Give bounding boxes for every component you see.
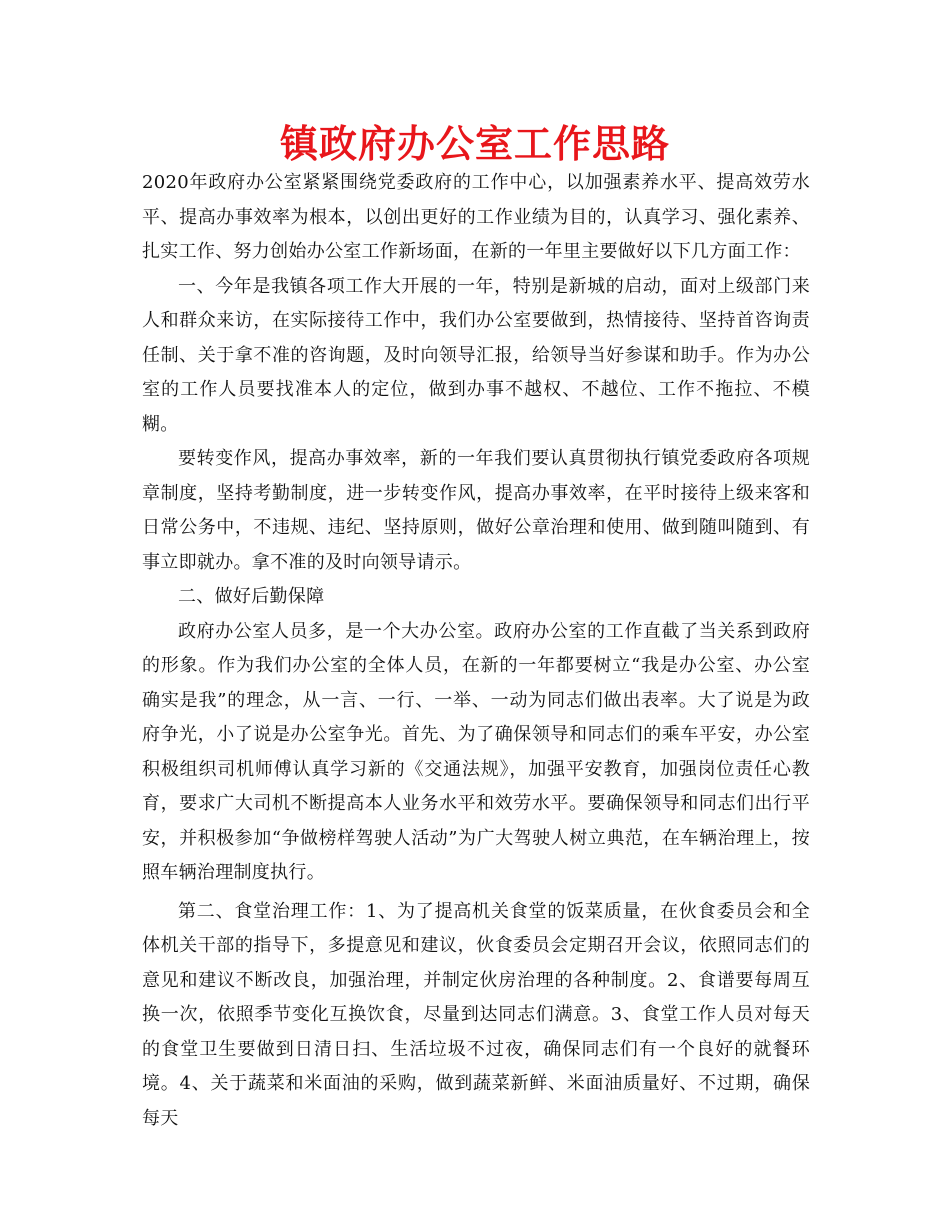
document-body (142, 166, 810, 1136)
section-heading-logistics: 二、做好后勤保障 (178, 586, 325, 607)
paragraph-intro: 2020年政府办公室紧紧围绕党委政府的工作中心，以加强素养水平、提高效劳水平、提高办事效率为根本，以创出更好的工作业绩为目的，认真学习、强化素养、扎实工作、努力创始办公室工作新场面，在新的一年里主要做好以下几方面工作： (142, 172, 810, 262)
paragraph-vehicle-management: 政府办公室人员多，是一个大办公室。政府办公室的工作直截了当关系到政府的形象。作为我们办公室的全体人员，在新的一年都要树立“我是办公室、办公室确实是我”的理念，从一言、一行、一举、一动为同志们做出表率。大了说是为政府争光，小了说是办公室争光。首先、为了确保领导和同志们的乘车平安，办公室积极组织司机师傅认真学习新的《交通法规》，加强平安教育，加强岗位责任心教育，要求广大司机不断提高本人业务水平和效劳水平。要确保领导和同志们出行平安，并积极参加“争做榜样驾驶人活动”为广大驾驶人树立典范，在车辆治理上，按照车辆治理制度执行。 (142, 620, 810, 883)
paragraph-reception: 一、今年是我镇各项工作大开展的一年，特别是新城的启动，面对上级部门来人和群众来访，在实际接待工作中，我们办公室要做到，热情接待、坚持首咨询责任制、关于拿不准的咨询题，及时向领导汇报，给领导当好参谋和助手。作为办公室的工作人员要找准本人的定位，做到办事不越权、不越位、工作不拖拉、不模糊。 (142, 275, 810, 435)
paragraph-canteen-management: 第二、食堂治理工作：1、为了提高机关食堂的饭菜质量，在伙食委员会和全体机关干部的指导下，多提意见和建议，伙食委员会定期召开会议，依照同志们的意见和建议不断改良，加强治理，并制定伙房治理的各种制度。2、食谱要每周互换一次，依照季节变化互换饮食，尽量到达同志们满意。3、食堂工作人员对每天的食堂卫生要做到日清日扫、生活垃圾不过夜，确保同志们有一个良好的就餐环境。4、关于蔬菜和米面油的采购，做到蔬菜新鲜、米面油质量好、不过期，确保每天 (142, 900, 810, 1129)
paragraph-work-style: 要转变作风，提高办事效率，新的一年我们要认真贯彻执行镇党委政府各项规章制度，坚持考勤制度，进一步转变作风，提高办事效率，在平时接待上级来客和日常公务中，不违规、违纪、坚持原则，做好公章治理和使用、做到随叫随到、有事立即就办。拿不准的及时向领导请示。 (142, 448, 810, 573)
document-title: 镇政府办公室工作思路 (279, 121, 670, 166)
